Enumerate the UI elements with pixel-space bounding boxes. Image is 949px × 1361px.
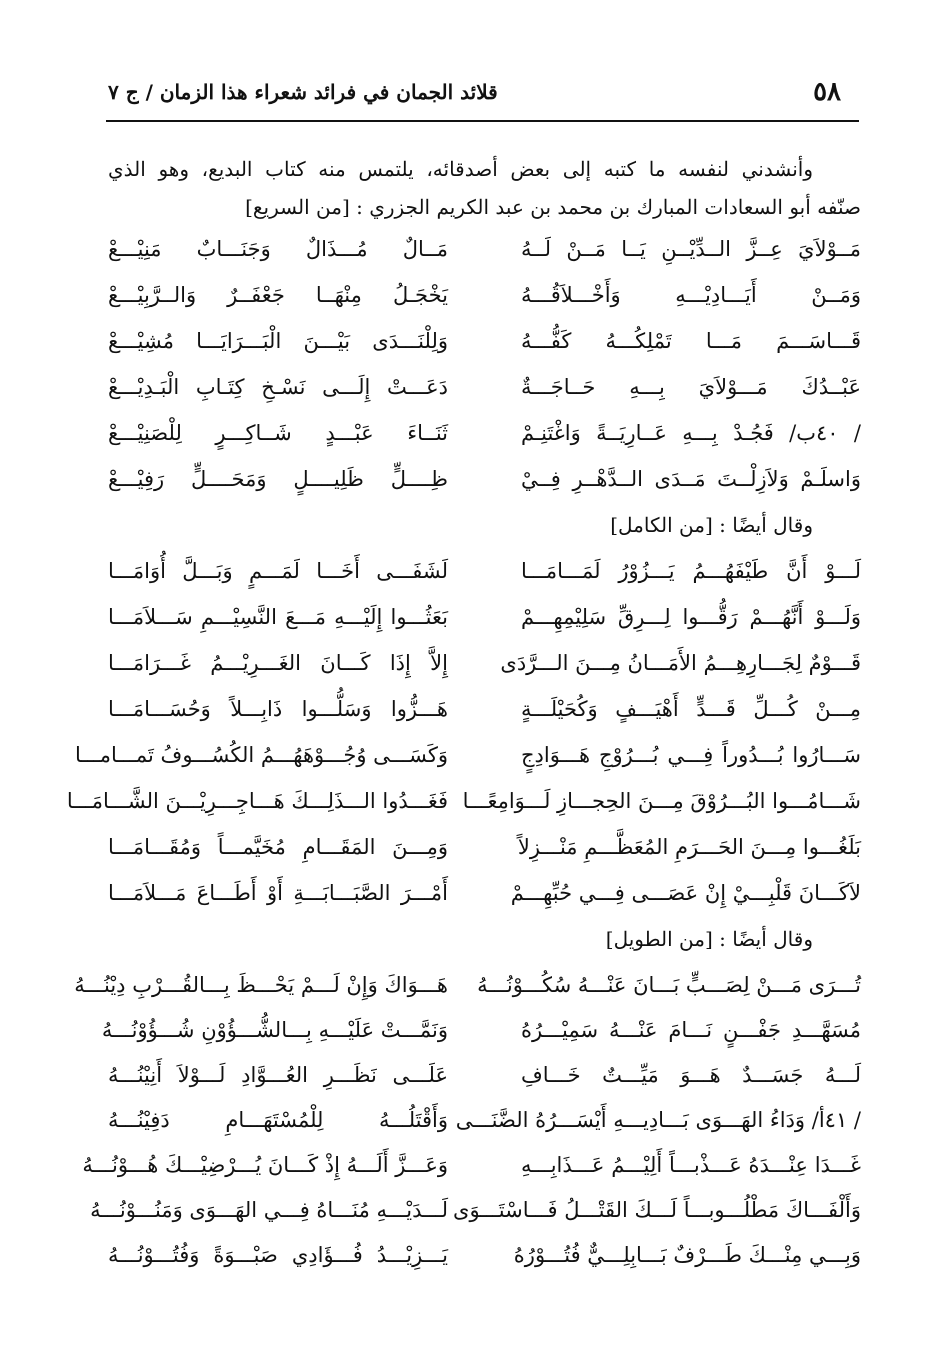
second-hemistich: إِلاَّ إِذَا كَـــانَ الغَـــرِيْـــمُ غَـــرَامَـــا bbox=[108, 651, 448, 675]
second-hemistich: لَشَفَـــى أَخَـــا لَمَـــمٍ وَبَـــلَّ أُوَامَـــا bbox=[108, 559, 448, 583]
first-hemistich: مِـــنْ كُـــلِّ قَـــدٍّ أَهْيَـــفٍ وَكُحَيْلَـــةٍ bbox=[521, 697, 861, 721]
second-hemistich: لَـــدَيْـــهِ مُنَـــاهُ فِـــي الهَـــوَى وَمَنُـــوْنُـــهُ bbox=[90, 1197, 448, 1222]
first-hemistich: وَأَلْفَـــاكَ مَطْلُـــوبـــاً لَـــكَ القَتْـــلُ فَـــاسْتَـــوَى bbox=[453, 1197, 861, 1222]
section-label-tawil: وقال أيضًا : [من الطويل] bbox=[605, 927, 813, 951]
first-hemistich: عَبْــدُكَ مَـــوْلاَيَ بِـــهِ حَــاجَـــةٌ bbox=[521, 375, 861, 399]
verse bbox=[108, 272, 861, 318]
first-hemistich: غَـــدَا عِنْـــدَهُ عَـــذْبـــاً أَلِيْـــمُ عَـــذَابِـــهِ bbox=[521, 1152, 861, 1177]
poem-2 bbox=[66, 548, 861, 916]
verse bbox=[74, 962, 861, 1007]
first-hemistich: تُـــرَى مَـــنْ لِصَـــبٍّ بَـــانَ عَنْـــهُ سُكُـــوْنُـــهُ bbox=[477, 972, 861, 997]
verse bbox=[108, 548, 861, 594]
verse bbox=[108, 318, 861, 364]
second-hemistich: وَمِـــنَ المَقَـــامِ مُخَيَّمـــاً وَمُقَـــامَـــا bbox=[108, 835, 448, 859]
body-text bbox=[66, 150, 861, 1277]
verse bbox=[108, 594, 861, 640]
page-header bbox=[108, 70, 841, 114]
first-hemistich: لَـــهُ جَسَـــدٌ هَـــوَ مَيِّـــتٌ خَـــافِ bbox=[521, 1062, 861, 1087]
first-hemistich: وَبِـــي مِنْـــكَ طَـــرْفٌ بَـــابِلِـــيٌّ فُتُـــوْرُهُ bbox=[513, 1242, 861, 1267]
second-hemistich: أَمْـــرَ الصَّبَـــابَـــةِ أَوْ أَطَـــاعَ مَـــلاَمَـــا bbox=[108, 881, 448, 905]
first-hemistich: مَــوْلاَيَ عِــزَّ الــدِّيْــنِ يَــا مَــنْ لَــهُ bbox=[521, 237, 861, 261]
section-label-kamil: وقال أيضًا : [من الكامل] bbox=[610, 513, 813, 537]
second-hemistich: يَـــزِيْـــدُ فُـــؤَادِي صَبْـــوَةً وَفُتُـــوْنُـــهُ bbox=[108, 1242, 448, 1267]
verse bbox=[108, 640, 861, 686]
second-hemistich: هَـــوَاكَ وَإِنْ لَـــمْ يَحْـــظَ بِـــالقُـــرْبِ دِيْنُـــهُ bbox=[74, 972, 448, 997]
second-hemistich: وَعَـــزَّ أَلَـــهُ إِذْ كَـــانَ يُـــرْضِيْـــكَ هُـــوْنُـــهُ bbox=[82, 1152, 448, 1177]
running-title: قلائد الجمان في فرائد شعراء هذا الزمان / ج ٧ bbox=[108, 80, 498, 104]
verse bbox=[82, 1142, 861, 1187]
first-hemistich: لَـــوْ أَنَّ طَيْفَهُـــمُ يَـــزُوْرُ لَمَـــامَـــا bbox=[521, 559, 861, 583]
first-hemistich: / ٤١أ/ وَدَاءُ الهَـــوَى بَـــادِيـــهِ أَيْسَـــرُهُ الضَّنَـــى bbox=[455, 1107, 861, 1132]
intro-line-1: وأنشدني لنفسه ما كتبه إلى بعض أصدقائه، يلتمس منه كتاب البديع، وهو الذي bbox=[108, 157, 813, 181]
second-hemistich: مَــالٌ مُـــذَالٌ وَجَنَـــابٌ مَنِيْـــعْ bbox=[108, 237, 448, 261]
poem-1 bbox=[108, 226, 861, 502]
second-hemistich: عَلَـــى نَظَـــرِ العُـــوَّادِ لَـــوْلاَ أَنِيْنُـــهُ bbox=[108, 1062, 448, 1087]
first-hemistich: لاَكَـــانَ قَلْبِـــيْ إِنْ عَصَـــى فِـــي حُبِّهِـــمْ bbox=[510, 881, 861, 905]
first-hemistich: وَلَـــوْ أَنَّهُـــمْ رَقُّـــوا لِـــرِقِّ سَلِيْمِهِـــمْ bbox=[521, 605, 861, 629]
verse bbox=[90, 1187, 861, 1232]
second-hemistich: فَغَـــدُوا الـــذَلِـــكَ هَـــاجِـــرِيْـــنَ الشَّـــامَـــا bbox=[66, 789, 448, 813]
verse bbox=[108, 1097, 861, 1142]
verse bbox=[108, 1052, 861, 1097]
first-hemistich: وَمَــنْ أَيَـــادِيْـــهِ وَأَخْـــلاَقُـــهُ bbox=[521, 283, 861, 307]
page-number: ٥٨ bbox=[813, 77, 841, 107]
first-hemistich: مُسَهَّـــدِ جَفْـــنٍ نَـــامَ عَنْـــهُ سَمِيْـــرُهُ bbox=[521, 1017, 861, 1042]
second-hemistich: ثَنَــاءَ عَبْـــدٍ شَــاكِـــرٍ لِلْصَنِيْـــعْ bbox=[108, 421, 448, 445]
verse bbox=[74, 732, 861, 778]
verse bbox=[108, 870, 861, 916]
verse bbox=[108, 226, 861, 272]
first-hemistich: بَلَغُـــوا مِـــنَ الحَـــرَمِ المُعَظَّـــمِ مَنْـــزِلاً bbox=[517, 835, 861, 859]
poem-3 bbox=[74, 962, 861, 1277]
intro-paragraph bbox=[108, 150, 861, 226]
second-hemistich: وَلِلْنَـــدَى بَيْـــنَ الْبَـــرَايَـــا مُشِيْـــعْ bbox=[108, 329, 448, 353]
verse bbox=[108, 686, 861, 732]
second-hemistich: بَعَثُـــوا إِلَيْـــهِ مَـــعَ النَّسِيْـــمِ سَـــلاَمَـــا bbox=[108, 605, 448, 629]
first-hemistich: / ٤٠ب/ فَجُـدْ بِـــهِ عَــارِيَــةً وَاغْتَنِـمْ bbox=[521, 421, 861, 445]
first-hemistich: وَاسلَـمْ وَلاَزِلْــتَ مَــدَى الــدَّهْــرِ فِــيْ bbox=[521, 467, 861, 491]
first-hemistich: قَـــوْمٌ لِجَـــارِهِـــمُ الأَمَـــانُ مِـــنَ الـــرَّدَى bbox=[500, 651, 861, 675]
second-hemistich: ظِــــلٍّ ظَلِيــــلٍ وَمَحَــــلٍّ رَفِيْـــعْ bbox=[108, 467, 448, 491]
header-rule bbox=[106, 120, 859, 122]
verse bbox=[108, 1232, 861, 1277]
first-hemistich: شَـــامُـــوا البُـــرُوْقَ مِـــنَ الحِجـــازِ لَـــوَامِعًـــا bbox=[462, 789, 861, 813]
verse bbox=[108, 824, 861, 870]
intro-line-2: صنّفه أبو السعادات المبارك بن محمد بن عبد الكريم الجزري : [من السريع] bbox=[245, 195, 861, 219]
second-hemistich: وَأَقْتَلُـــهُ لِلْمُسْتَهَـــامِ دَفِيْنُـــهُ bbox=[108, 1107, 448, 1132]
verse bbox=[66, 778, 861, 824]
first-hemistich: قَـــاسَـــمَ مَـــا تَمْلِكُـــهُ كَفُّـــهُ bbox=[521, 329, 861, 353]
second-hemistich: دَعَـــتْ إِلَـــى نَسْـخِ كِتَـابِ الْبَـدِيْـــعْ bbox=[108, 375, 448, 399]
first-hemistich: سَـــارُوا بُـــدُوراً فِـــي بُـــرُوْجِ هَـــوَادِجٍ bbox=[521, 743, 861, 767]
verse bbox=[101, 1007, 861, 1052]
verse bbox=[108, 364, 861, 410]
second-hemistich: هَـــزُّوا وَسَلُّـــوا ذَابِـــلاً وَحُسَـــامَـــا bbox=[108, 697, 448, 721]
verse bbox=[108, 456, 861, 502]
second-hemistich: يَخْجَـلُ مِنْهَــا جَعْفَــرٌ وَالــرَّبِيْـــعْ bbox=[108, 283, 448, 307]
second-hemistich: وَكَسَـــى وُجُـــوْهَهُـــمُ الكُسُـــوفُ تَمـــامـــا bbox=[74, 743, 448, 767]
verse bbox=[108, 410, 861, 456]
second-hemistich: وَنَمَّـــتْ عَلَيْـــهِ بِـــالشُّـــؤُوْنِ شُـــؤُوْنُـــهُ bbox=[101, 1017, 448, 1042]
